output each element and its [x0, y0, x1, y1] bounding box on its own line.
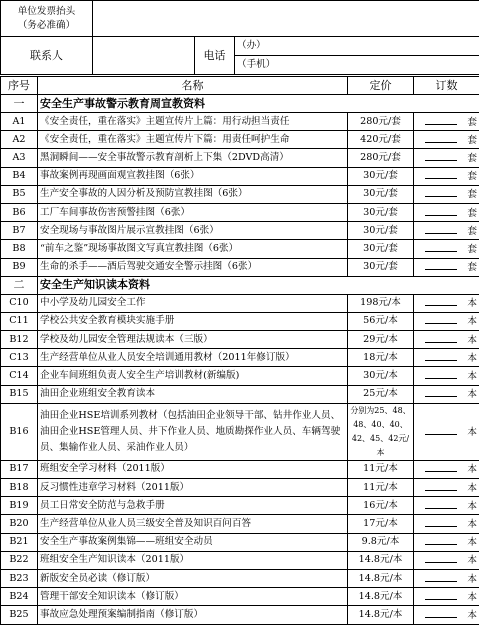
item-price: 30元/本	[348, 367, 414, 385]
item-name: 生产经营单位从业人员三级安全普及知识百问百答	[38, 515, 348, 533]
table-row	[1, 331, 479, 349]
item-price: 280元/套	[348, 113, 414, 131]
item-name: 《安全责任，重在落实》主题宣传片上篇：用行动担当责任	[38, 113, 348, 131]
item-price: 280元/套	[348, 149, 414, 167]
table-row	[1, 113, 479, 131]
item-quantity-cell[interactable]	[414, 222, 479, 240]
phone-label: 电话	[195, 37, 235, 75]
item-quantity-cell[interactable]	[414, 113, 479, 131]
item-price: 198元/本	[348, 294, 414, 312]
table-row	[1, 294, 479, 312]
table-row	[1, 569, 479, 587]
quantity-unit: 本	[467, 482, 477, 494]
quantity-blank[interactable]	[425, 187, 457, 197]
item-price: 29元/本	[348, 331, 414, 349]
item-number: B15	[1, 385, 38, 403]
table-row	[1, 588, 479, 606]
item-name: “前车之鉴”现场事故图文写真宣教挂图（6张）	[38, 240, 348, 258]
item-quantity-cell[interactable]	[414, 185, 479, 203]
quantity-blank[interactable]	[425, 206, 457, 216]
quantity-blank[interactable]	[425, 517, 457, 527]
item-name: 油田企业班组安全教育读本	[38, 385, 348, 403]
item-number: C13	[1, 349, 38, 367]
quantity-unit: 本	[467, 426, 477, 438]
quantity-unit: 本	[467, 298, 477, 310]
quantity-unit: 套	[467, 243, 477, 255]
item-quantity-cell[interactable]	[414, 131, 479, 149]
item-quantity-cell[interactable]	[414, 294, 479, 312]
item-name: 工厂车间事故伤害预警挂图（6张）	[38, 203, 348, 221]
item-number: B5	[1, 185, 38, 203]
quantity-unit: 本	[467, 352, 477, 364]
quantity-unit: 套	[467, 171, 477, 183]
quantity-blank[interactable]	[425, 481, 457, 491]
section-number: 一	[1, 95, 38, 113]
item-price: 420元/套	[348, 131, 414, 149]
item-quantity-cell[interactable]	[414, 258, 479, 276]
item-quantity-cell[interactable]	[414, 349, 479, 367]
item-number: B18	[1, 479, 38, 497]
item-number: C10	[1, 294, 38, 312]
quantity-blank[interactable]	[425, 499, 457, 509]
header-table	[0, 0, 479, 75]
contact-field[interactable]	[93, 37, 195, 75]
quantity-unit: 本	[467, 573, 477, 585]
item-name: 生产经营单位从业人员安全培训通用教材（2011年修订版）	[38, 349, 348, 367]
item-price: 30元/套	[348, 185, 414, 203]
item-quantity-cell[interactable]	[414, 515, 479, 533]
item-number: B12	[1, 331, 38, 349]
col-header-name: 名称	[38, 77, 348, 95]
item-quantity-cell[interactable]	[414, 460, 479, 478]
table-row	[1, 222, 479, 240]
col-header-qty: 订数	[414, 77, 479, 95]
quantity-blank[interactable]	[425, 224, 457, 234]
quantity-unit: 本	[467, 389, 477, 401]
quantity-blank[interactable]	[425, 242, 457, 252]
quantity-blank[interactable]	[425, 314, 457, 324]
table-row	[1, 131, 479, 149]
item-name: 黑洞瞬间——安全事故警示教育剖析上下集（2DVD高清）	[38, 149, 348, 167]
item-name: 生产安全事故的人因分析及预防宣教挂图（6张）	[38, 185, 348, 203]
quantity-unit: 套	[467, 225, 477, 237]
table-row	[1, 497, 479, 515]
quantity-blank[interactable]	[425, 151, 457, 161]
quantity-unit: 套	[467, 116, 477, 128]
item-name: 班组安全生产知识读本（2011版）	[38, 551, 348, 569]
table-row	[1, 167, 479, 185]
invoice-title-label	[1, 1, 93, 37]
table-row	[1, 551, 479, 569]
item-price: 11元/本	[348, 479, 414, 497]
item-name: 《安全责任，重在落实》主题宣传片下篇：用责任呵护生命	[38, 131, 348, 149]
quantity-unit: 本	[467, 500, 477, 512]
quantity-unit: 本	[467, 555, 477, 567]
quantity-blank[interactable]	[425, 369, 457, 379]
item-number: A2	[1, 131, 38, 149]
section-number: 二	[1, 276, 38, 294]
table-row	[1, 460, 479, 478]
quantity-unit: 套	[467, 134, 477, 146]
item-number: B6	[1, 203, 38, 221]
quantity-blank[interactable]	[425, 296, 457, 306]
col-header-price: 定价	[348, 77, 414, 95]
item-number: B16	[1, 403, 38, 460]
item-number: B20	[1, 515, 38, 533]
quantity-blank[interactable]	[425, 553, 457, 563]
item-price: 30元/套	[348, 167, 414, 185]
item-price: 9.8元/本	[348, 533, 414, 551]
section-header-row	[1, 276, 479, 294]
item-name: 新版安全员必读（修订版）	[38, 569, 348, 587]
item-number: B24	[1, 588, 38, 606]
item-number: B21	[1, 533, 38, 551]
item-price: 16元/本	[348, 497, 414, 515]
item-name: 生命的杀手——酒后驾驶交通安全警示挂图（6张）	[38, 258, 348, 276]
invoice-title-label-line1: 单位发票抬头	[17, 5, 76, 17]
quantity-unit: 本	[467, 334, 477, 346]
item-price: 30元/套	[348, 203, 414, 221]
quantity-unit: 套	[467, 207, 477, 219]
quantity-unit: 本	[467, 609, 477, 621]
section-title: 安全生产事故警示教育周宣教资料	[38, 95, 479, 113]
item-name: 管理干部安全知识读本（修订版）	[38, 588, 348, 606]
quantity-blank[interactable]	[425, 115, 457, 125]
item-name: 反习惯性违章学习材料（2011版）	[38, 479, 348, 497]
table-row	[1, 258, 479, 276]
mobile-phone-field[interactable]	[235, 56, 479, 75]
item-price: 18元/本	[348, 349, 414, 367]
item-name: 中小学及幼儿园安全工作	[38, 294, 348, 312]
quantity-unit: 本	[467, 518, 477, 530]
quantity-unit: 本	[467, 591, 477, 603]
item-quantity-cell[interactable]	[414, 149, 479, 167]
quantity-blank[interactable]	[425, 462, 457, 472]
quantity-unit: 本	[467, 537, 477, 549]
quantity-unit: 套	[467, 262, 477, 274]
item-number: B8	[1, 240, 38, 258]
item-number: B9	[1, 258, 38, 276]
item-name: 事故案例再现画面观宣教挂图（6张）	[38, 167, 348, 185]
item-quantity-cell[interactable]	[414, 203, 479, 221]
item-quantity-cell[interactable]	[414, 385, 479, 403]
office-phone-field[interactable]	[235, 37, 479, 56]
item-quantity-cell[interactable]	[414, 569, 479, 587]
item-number: B23	[1, 569, 38, 587]
column-header-row	[1, 77, 479, 95]
table-row	[1, 515, 479, 533]
item-quantity-cell[interactable]	[414, 497, 479, 515]
table-row	[1, 403, 479, 460]
item-name: 油田企业HSE培训系列教材（包括油田企业领导干部、钻井作业人员、油田企业HSE管理人员、井下作业人员、地质勘探作业人员、车辆驾驶员、集输作业人员、采油作业人员）	[38, 403, 348, 460]
item-number: B4	[1, 167, 38, 185]
section-title: 安全生产知识读本资料	[38, 276, 479, 294]
item-price: 14.8元/本	[348, 606, 414, 624]
quantity-blank[interactable]	[425, 535, 457, 545]
item-quantity-cell[interactable]	[414, 551, 479, 569]
item-number: A1	[1, 113, 38, 131]
col-header-no: 序号	[1, 77, 38, 95]
item-name: 学校公共安全教育模块实施手册	[38, 312, 348, 330]
quantity-blank[interactable]	[425, 351, 457, 361]
quantity-unit: 套	[467, 189, 477, 201]
quantity-blank[interactable]	[425, 608, 457, 618]
item-number: B17	[1, 460, 38, 478]
table-row	[1, 149, 479, 167]
item-price: 30元/套	[348, 222, 414, 240]
order-table	[0, 76, 479, 625]
item-number: B22	[1, 551, 38, 569]
item-number: B19	[1, 497, 38, 515]
item-name: 安全生产事故案例集锦——班组安全动员	[38, 533, 348, 551]
item-price: 14.8元/本	[348, 551, 414, 569]
item-price: 分别为25、48、48、40、40、42、45、42元/本	[348, 403, 414, 460]
item-price: 17元/本	[348, 515, 414, 533]
item-name: 事故应急处理预案编制指南（修订版）	[38, 606, 348, 624]
quantity-unit: 本	[467, 316, 477, 328]
item-price: 25元/本	[348, 385, 414, 403]
table-row	[1, 203, 479, 221]
invoice-title-label-line2: （务必准确）	[17, 19, 76, 31]
table-row	[1, 479, 479, 497]
table-row	[1, 533, 479, 551]
item-quantity-cell[interactable]	[414, 312, 479, 330]
item-price: 30元/套	[348, 258, 414, 276]
item-quantity-cell[interactable]	[414, 240, 479, 258]
item-quantity-cell[interactable]	[414, 479, 479, 497]
quantity-unit: 套	[467, 152, 477, 164]
item-name: 企业车间班组负责人安全生产培训教材(新编版)	[38, 367, 348, 385]
item-name: 学校及幼儿园安全管理法规读本（三版）	[38, 331, 348, 349]
quantity-blank[interactable]	[425, 260, 457, 270]
table-row	[1, 367, 479, 385]
quantity-blank[interactable]	[425, 387, 457, 397]
item-number: C11	[1, 312, 38, 330]
item-quantity-cell[interactable]	[414, 588, 479, 606]
item-number: B7	[1, 222, 38, 240]
item-price: 11元/本	[348, 460, 414, 478]
item-quantity-cell[interactable]	[414, 606, 479, 624]
item-quantity-cell[interactable]	[414, 533, 479, 551]
item-number: A3	[1, 149, 38, 167]
item-price: 14.8元/本	[348, 569, 414, 587]
item-name: 安全现场与事故图片展示宣教挂图（6张）	[38, 222, 348, 240]
quantity-unit: 本	[467, 371, 477, 383]
table-row	[1, 606, 479, 624]
item-name: 员工日常安全防范与急救手册	[38, 497, 348, 515]
quantity-blank[interactable]	[425, 133, 457, 143]
table-row	[1, 312, 479, 330]
table-row	[1, 240, 479, 258]
quantity-blank[interactable]	[425, 169, 457, 179]
quantity-blank[interactable]	[425, 425, 457, 435]
item-price: 14.8元/本	[348, 588, 414, 606]
item-number: C14	[1, 367, 38, 385]
item-number: B25	[1, 606, 38, 624]
item-name: 班组安全学习材料（2011版）	[38, 460, 348, 478]
invoice-title-field[interactable]	[93, 1, 479, 37]
item-quantity-cell[interactable]	[414, 403, 479, 460]
quantity-blank[interactable]	[425, 572, 457, 582]
office-phone-label: （办）	[237, 40, 266, 51]
item-quantity-cell[interactable]	[414, 331, 479, 349]
contact-label: 联系人	[1, 37, 93, 75]
table-row	[1, 349, 479, 367]
order-body	[1, 77, 479, 625]
quantity-blank[interactable]	[425, 333, 457, 343]
table-row	[1, 185, 479, 203]
item-price: 30元/套	[348, 240, 414, 258]
quantity-blank[interactable]	[425, 590, 457, 600]
item-quantity-cell[interactable]	[414, 367, 479, 385]
item-quantity-cell[interactable]	[414, 167, 479, 185]
mobile-phone-label: （手机）	[237, 59, 276, 70]
section-header-row	[1, 95, 479, 113]
quantity-unit: 本	[467, 464, 477, 476]
item-price: 56元/本	[348, 312, 414, 330]
table-row	[1, 385, 479, 403]
